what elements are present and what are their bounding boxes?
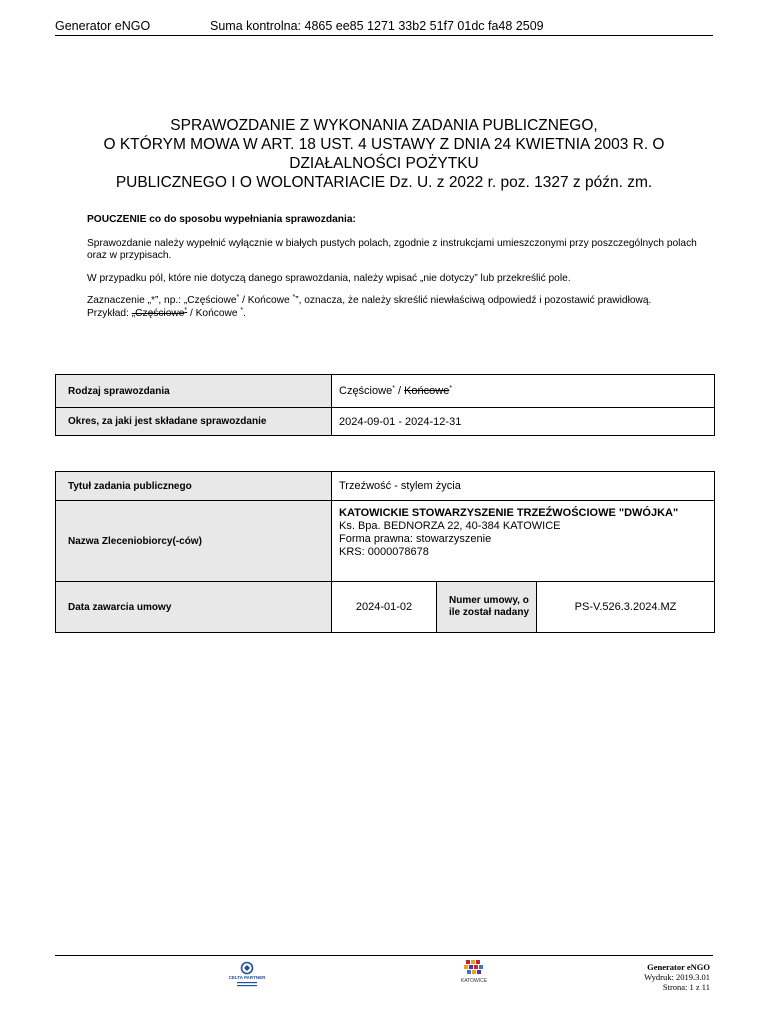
footer-page: Strona: 1 z 11 [662, 982, 710, 992]
instructions [87, 214, 707, 330]
p4-part-b: / Końcowe [187, 307, 241, 319]
report-period-value[interactable]: 2024-09-01 - 2024-12-31 [332, 408, 715, 436]
katowice-logo-icon [456, 958, 492, 990]
instructions-paragraph-4 [87, 308, 707, 321]
p4-struck-option [132, 308, 187, 319]
p3-sup-star-2: * [292, 294, 296, 301]
p4-part-c: . [243, 307, 246, 319]
contract-date-value[interactable]: 2024-01-02 [332, 582, 437, 633]
table-row [56, 472, 715, 501]
instructions-heading: POUCZENIE co do sposobu wypełniania sprawozdania: [87, 214, 356, 225]
table-row [56, 408, 715, 436]
p3-part-d: ”, oznacza, że należy skreślić niewłaściwą odpowiedź i pozostawić prawidłową. [295, 295, 652, 306]
report-type-star-1: * [392, 385, 395, 392]
title-line-2: O KTÓRYM MOWA W ART. 18 UST. 4 USTAWY Z DNIA 24 KWIETNIA 2003 R. O [103, 136, 665, 153]
report-type-final: Końcowe [404, 385, 450, 397]
contract-number-value[interactable]: PS-V.526.3.2024.MZ [537, 582, 715, 633]
p3-star: * [151, 295, 155, 306]
header-generator: Generator eNGO [55, 19, 151, 33]
logo1-text: CELTA PARTNER [228, 975, 266, 980]
report-type-partial: Częściowe [339, 385, 393, 397]
p4-part-a: Przykład: [87, 307, 132, 319]
page-header [55, 18, 713, 36]
title-line-3: DZIAŁALNOŚCI POŻYTKU [289, 155, 479, 172]
org-legal-form: Forma prawna: stowarzyszenie [339, 533, 492, 545]
contractor-label: Nazwa Zleceniobiorcy(-ców) [56, 501, 332, 582]
report-period-label: Okres, za jaki jest składane sprawozdanie [56, 408, 332, 436]
instructions-paragraph-3 [87, 295, 707, 308]
p3-part-a: Zaznaczenie „ [87, 295, 151, 306]
logo2-text: KATOWICE [460, 978, 488, 984]
footer-divider [55, 955, 713, 956]
report-type-value[interactable] [332, 375, 715, 408]
p4-sup-star-2: * [240, 306, 244, 314]
org-krs: KRS: 0000078678 [339, 546, 429, 558]
report-type-label: Rodzaj sprawozdania [56, 375, 332, 408]
p4-strike-text: „Częściowe [131, 307, 185, 319]
contract-date-label: Data zawarcia umowy [56, 582, 332, 633]
p3-part-c: / Końcowe [239, 295, 293, 306]
footer-info [600, 962, 710, 992]
contract-number-label: Numer umowy, o ile został nadany [437, 582, 537, 633]
celta-partner-logo-icon [228, 961, 266, 989]
instructions-paragraph-1: Sprawozdanie należy wypełnić wyłącznie w białych pustych polach, zgodnie z instrukcjami umieszczonymi przy poszczególnych polach oraz w przypisach. [87, 237, 697, 261]
instructions-paragraph-2: W przypadku pól, które nie dotyczą danego sprawozdania, należy wpisać „nie dotyczy” lub przekreślić pole. [87, 272, 571, 284]
table-row [56, 582, 715, 633]
title-line-4: PUBLICZNEGO I O WOLONTARIACIE Dz. U. z 2022 r. poz. 1327 z późn. zm. [115, 174, 653, 191]
task-title-label: Tytuł zadania publicznego [56, 472, 332, 501]
title-line-1: SPRAWOZDANIE Z WYKONANIA ZADANIA PUBLICZNEGO, [170, 117, 598, 134]
table-row [56, 501, 715, 582]
task-table [55, 471, 715, 633]
report-type-separator: / [394, 385, 405, 397]
footer-print: Wydruk: 2019.3.01 [644, 972, 710, 982]
footer-generator: Generator eNGO [647, 962, 710, 972]
p3-part-b: ”, np.: „Częściowe [154, 295, 237, 306]
org-name: KATOWICKIE STOWARZYSZENIE TRZEŹWOŚCIOWE "DWÓJKA" [339, 507, 679, 519]
contractor-value[interactable] [332, 501, 715, 582]
task-title-value[interactable]: Trzeźwość - stylem życia [332, 472, 715, 501]
report-type-star-2: * [449, 385, 453, 392]
report-type-table [55, 374, 715, 436]
table-row [56, 375, 715, 408]
document-title [55, 116, 713, 192]
header-checksum: Suma kontrolna: 4865 ee85 1271 33b2 51f7 01dc fa48 2509 [210, 19, 544, 33]
p3-sup-star-1: * [236, 294, 240, 301]
org-address: Ks. Bpa. BEDNORZA 22, 40-384 KATOWICE [339, 520, 561, 532]
p4-sup-star-1: * [184, 306, 188, 314]
